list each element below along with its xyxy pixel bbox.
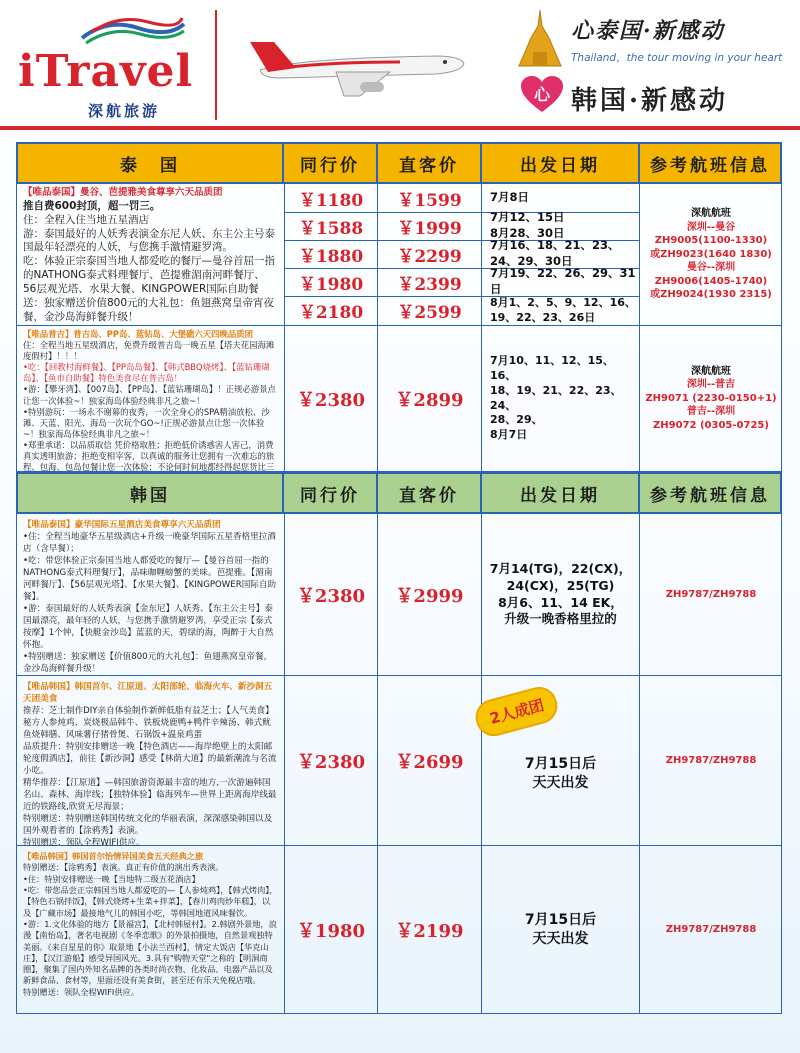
peer-price-header: 同行价 bbox=[282, 472, 378, 514]
thailand-slogan bbox=[515, 8, 795, 70]
flight-line: 深圳--曼谷 bbox=[686, 221, 736, 233]
peer-price: ￥1980 bbox=[298, 274, 364, 295]
group-badge: 2人成团 bbox=[472, 683, 562, 740]
flight-header: 参考航班信息 bbox=[638, 142, 782, 184]
price-table bbox=[16, 142, 782, 1014]
flight-code: ZH9787/ZH9788 bbox=[665, 754, 757, 766]
flight-line: 深航航班 bbox=[691, 365, 731, 377]
peer-price: ￥1180 bbox=[298, 190, 364, 211]
flight-header: 参考航班信息 bbox=[638, 472, 782, 514]
product-line: 吃：体验正宗泰国当地人都爱吃的餐厅—曼谷首屈一指的NATHONG泰式料理餐厅、芭提雅湄南河畔餐厅、56层观光塔、水果大餐、KINGPOWER国际自助餐 bbox=[23, 255, 275, 296]
direct-price-header: 直客价 bbox=[376, 142, 482, 184]
korea-product-2 bbox=[16, 676, 782, 849]
svg-text:心: 心 bbox=[533, 85, 551, 104]
product-line: 住：全程当地五星级酒店，免费升级普吉岛一晚五星【塔夫花园海滩度假村】！！！ bbox=[23, 340, 275, 362]
product-description bbox=[17, 846, 285, 1013]
departure-dates: 7月16、18、21、23、 24、29、30日 bbox=[490, 238, 620, 268]
header-divider bbox=[215, 10, 217, 120]
heart-icon bbox=[521, 76, 563, 114]
flight-info bbox=[640, 846, 782, 1013]
flight-info bbox=[640, 184, 782, 325]
thailand-region-header: 泰 国 bbox=[16, 142, 284, 184]
itravel-logo bbox=[18, 14, 208, 120]
flight-line: 深圳--普吉 bbox=[686, 379, 736, 391]
departure-dates: 7月8日 bbox=[490, 190, 530, 205]
flight-info bbox=[640, 326, 782, 471]
direct-price: ￥1999 bbox=[397, 218, 462, 239]
product-title: 【唯品泰国】豪华国际五星酒店美食尊享六天品质团 bbox=[23, 520, 221, 530]
direct-price: ￥2599 bbox=[397, 303, 462, 323]
product-line: 游：泰国最好的人妖秀表演金东尼人妖、东主公主号泰国最年轻漂亮的人妖，与您携手激情避罗湾。 bbox=[23, 227, 275, 254]
peer-price: ￥2380 bbox=[296, 751, 366, 773]
product-line: •游：【攀牙湾】、【007岛】、【PP岛】、【蓝钻珊瑚岛】！正规必游景点让您一次体验~！独家海岛体验经典非凡之旅~！ bbox=[23, 384, 276, 406]
flight-line: ZH9006(1405-1740) bbox=[654, 275, 768, 287]
product-line: •吃：带您品尝正宗韩国当地人都爱吃的—【人参炖鸡】，【韩式烤肉】，【特色石锅拌饭】，【韩式烧烤+生菜+拌菜】，【春川鸡肉炒年糕】，以及【广藏市场】最接地气儿的韩国小吃，等韩国地道风味餐饮。 bbox=[23, 884, 278, 918]
korea-region-header: 韩国 bbox=[16, 472, 284, 514]
korea-slogan bbox=[515, 72, 795, 122]
departure-dates: 7月12、15日 8月28、30日 bbox=[490, 210, 565, 240]
product-line: 住：全程入住当地五星酒店 bbox=[23, 213, 149, 226]
korea-slogan-text: 韩国·新感动 bbox=[571, 86, 729, 116]
product-description bbox=[17, 326, 285, 471]
direct-price: ￥2199 bbox=[395, 920, 464, 942]
flight-info bbox=[640, 514, 782, 675]
flight-line: ZH9005(1100-1330) bbox=[654, 235, 768, 247]
flight-line: 或ZH9023(1640 1830) bbox=[650, 248, 772, 260]
product-line: 推荐：芝士制作DIY亲自体验制作新鲜低脂有益芝士；【人气美食】秘方人参炖鸡、炭烧极品韩牛、铁板烧鹿鸭+鸭件辛辣汤、韩式鱿鱼烧韩膳、风味薯仔猪骨煲、石锅饭+温泉鸡蛋 bbox=[23, 706, 274, 741]
departure-header: 出发日期 bbox=[480, 472, 640, 514]
direct-price: ￥2699 bbox=[395, 751, 464, 773]
departure-dates: 7月15日后 天天出发 bbox=[524, 755, 597, 791]
direct-price: ￥1599 bbox=[397, 190, 462, 211]
product-line: 精华推荐：【江原道】—韩国旅游资源最丰富的地方,一次游遍韩国名山、森林、海岸线；【独特体验】临海列车—世界上距离海岸线最近的铁路线,欣赏无尽海景； bbox=[23, 778, 277, 813]
flight-info bbox=[640, 676, 782, 845]
flight-code: ZH9787/ZH9788 bbox=[665, 923, 757, 935]
flight-code: ZH9787/ZH9788 bbox=[665, 588, 757, 600]
product-line: •吃：【回教村海鲜餐】、【PP岛岛餐】、【韩式BBQ烧烤】、【蓝钻珊瑚岛】、【鱼市自助餐】特色美食尽在普吉岛！ bbox=[23, 362, 270, 384]
korea-product-3 bbox=[16, 846, 782, 1014]
peer-price: ￥2380 bbox=[296, 389, 366, 411]
direct-price: ￥2999 bbox=[395, 585, 464, 607]
direct-price: ￥2299 bbox=[397, 246, 462, 267]
thailand-product-2 bbox=[16, 326, 782, 472]
product-title: 【唯品韩国】韩国首尔、江原道、太阳部轮、临海火车、新沙洞五天团美食 bbox=[23, 682, 273, 705]
product-line: 品质提升：特别安排赠送一晚【特色酒店——海岸绝壁上的太阳邮轮度假酒店】，前往【新沙洞】感受【林荫大道】的最新潮流与名流小吃。 bbox=[23, 742, 277, 777]
korea-header-row bbox=[16, 472, 782, 514]
product-line: 送：独家赠送价值800元的大礼包：鱼翅燕窝皇帝宵夜餐，金沙岛海鲜餐升级！ bbox=[23, 297, 275, 324]
airplane-icon bbox=[240, 32, 470, 102]
product-line: 推自费600封顶，超一罚三。 bbox=[23, 199, 161, 212]
page-header bbox=[0, 0, 800, 130]
peer-price: ￥1980 bbox=[296, 920, 366, 942]
product-description bbox=[17, 676, 285, 849]
direct-price: ￥2899 bbox=[395, 389, 464, 411]
flight-line: 或ZH9024(1930 2315) bbox=[650, 289, 772, 301]
flight-line: 普吉--深圳 bbox=[686, 406, 736, 418]
header-red-bar bbox=[0, 126, 800, 130]
product-title: 【唯品泰国】曼谷、芭提雅美食尊享六天品质团 bbox=[23, 187, 223, 198]
peer-price-header: 同行价 bbox=[282, 142, 378, 184]
peer-price: ￥2180 bbox=[298, 303, 364, 323]
product-description bbox=[17, 184, 285, 325]
product-title: 【唯品普吉】普吉岛、PP岛、蓝钻岛、大堡礁六天四晚品质团 bbox=[23, 329, 254, 339]
logo-text: iTravel bbox=[18, 46, 194, 97]
product-line: •游：1.文化体验的地方【景福宫】，【北村韩屋村】。2.韩剧外景地，浪漫【南怡岛】，著名电视剧《冬季恋歌》的外景拍摄地，自然景观独特美丽。《来自星星的你》取景地【小法兰西村】，情定大饭店【华克山庄】，【汉江游船】感受异国风光。3.具有"购物天堂"之称的【明洞商圈】，聚集了国内外知名品牌的各类时尚衣物、化妆品、电器产品以及新鲜食品、食材等，里面还设有美食街，甚至还有乐天免税店哦。 bbox=[23, 918, 277, 986]
product-line: •住：特别安排赠送一晚【当地特二级五花酒店】 bbox=[23, 873, 200, 884]
product-line: •特别游玩：一场永不谢幕的夜秀，一次全身心的SPA精油放松、沙滩、天蓝、阳光、海岛一次玩个GO~!正规必游景点让您一次体验~！独家海岛体验经典非凡之旅~！ bbox=[23, 406, 270, 439]
departure-dates: 7月10、11、12、15、16、 18、19、21、22、23、24、 28、29、 8月7日 bbox=[490, 353, 622, 442]
flight-line: 曼谷--深圳 bbox=[686, 262, 736, 274]
product-line: 特别赠送：领队全程WIFI供应。 bbox=[23, 986, 139, 997]
thailand-slogan-text: 心泰国·新感动 bbox=[571, 18, 725, 44]
thailand-slogan-english: Thailand，the tour moving in your heart bbox=[571, 52, 783, 64]
peer-price: ￥1880 bbox=[298, 246, 364, 267]
pagoda-icon bbox=[515, 8, 565, 68]
peer-price: ￥2380 bbox=[296, 585, 366, 607]
product-description bbox=[17, 514, 285, 675]
product-line: •游：泰国最好的人妖秀表演【金东尼】人妖秀、【东主公主号】泰国最漂亮，最年轻的人妖，与您携手激情避罗湾，享受正宗【泰式按摩】1个钟，【快艇金沙岛】蓝蓝的天，碧绿的海，陶醉于大自然怀抱。 bbox=[23, 604, 274, 651]
thailand-product-1 bbox=[16, 184, 782, 326]
departure-dates: 8月1、2、5、9、12、16、 19、22、23、26日 bbox=[490, 295, 636, 324]
direct-price-header: 直客价 bbox=[376, 472, 482, 514]
product-line: 特别赠送：领队全程WIFI供应。 bbox=[23, 838, 145, 849]
flight-line: 深航航班 bbox=[691, 208, 731, 220]
product-line: •吃：带您体验正宗泰国当地人都爱吃的餐厅—【曼谷首屈一指的NATHONG泰式料理餐厅】，品味咖喱螃蟹的美味。芭提雅。【湄南河畔餐厅】、【56层观光塔】、【水果大餐】、【KINGPOWER国际自助餐】。 bbox=[23, 556, 277, 603]
thailand-header-row bbox=[16, 142, 782, 184]
departure-header: 出发日期 bbox=[480, 142, 640, 184]
product-title: 【唯品韩国】韩国首尔怡情异国美食五天经典之旅 bbox=[23, 851, 204, 861]
product-line: 特别赠送：【涂鸦秀】表演。真正有价值的演出秀表演。 bbox=[23, 862, 224, 873]
flight-line: ZH9072 (0305-0725) bbox=[653, 419, 769, 431]
product-line: •住：全程当地豪华五星级酒店+升级一晚豪华国际五星香格里拉酒店（含早餐）； bbox=[23, 532, 276, 555]
direct-price: ￥2399 bbox=[397, 274, 462, 295]
departure-dates: 7月19、22、26、29、31日 bbox=[490, 266, 636, 296]
korea-product-1 bbox=[16, 514, 782, 676]
flight-line: ZH9071 (2230-0150+1) bbox=[645, 392, 777, 404]
product-line: •特别赠送：独家赠送【价值800元的大礼包】：鱼翅燕窝皇帝餐，金沙岛海鲜餐升级！ bbox=[23, 652, 273, 675]
departure-dates: 7月14(TG)，22(CX)， 24(CX)，25(TG) 8月6、11、14 EK， 升级一晚香格里拉的 bbox=[489, 560, 632, 627]
product-line: 特别赠送：特别赠送韩国传统文化的华丽表演，深深感染韩国以及国外观看者的【涂鸦秀】表演。 bbox=[23, 814, 273, 837]
wave-logo-icon bbox=[78, 16, 188, 46]
product-line: •郑重承诺：以品质取信 凭价格取胜；拒绝低价诱惑害人害己，消费真实透明旅游；拒绝变相宰客，以真诚的服务让您拥有一次难忘的旅程、包海、包岛包餐让您一次体验；不论何时何地都经得起您货比三 bbox=[23, 439, 275, 473]
peer-price: ￥1588 bbox=[298, 218, 364, 239]
logo-subtitle: 深航旅游 bbox=[88, 102, 161, 120]
departure-dates: 7月15日后 天天出发 bbox=[524, 911, 597, 947]
